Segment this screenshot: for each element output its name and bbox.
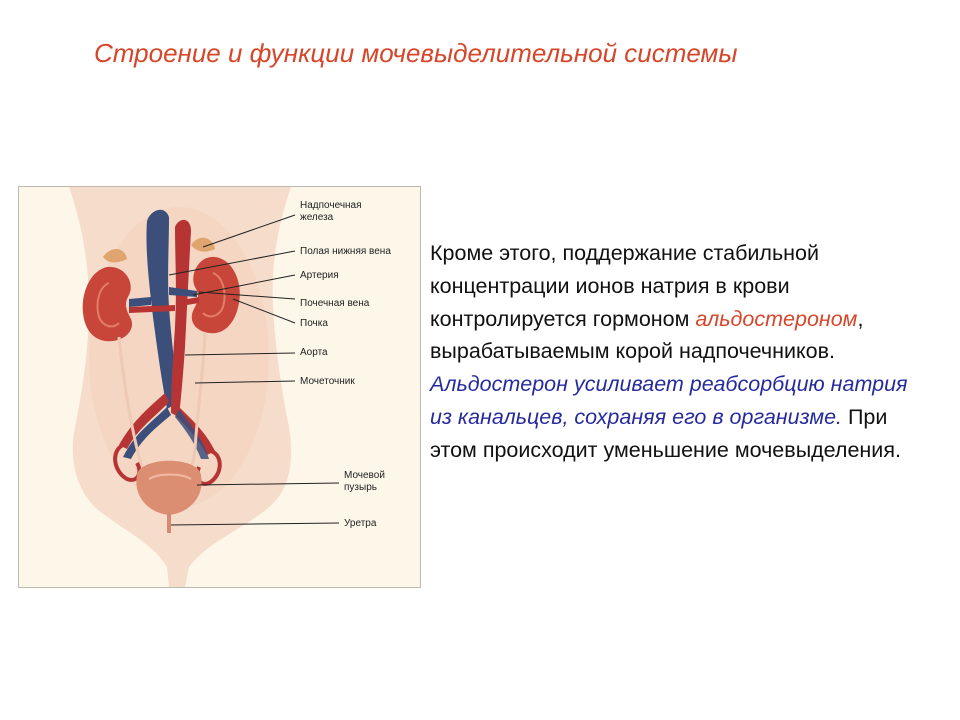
hormone-highlight: альдостероном: [695, 306, 858, 331]
label-aorta: Аорта: [300, 347, 328, 358]
effect-highlight: Альдостерон усиливает реабсорбцию натрия из канальцев, сохраняя его в организме.: [430, 372, 908, 429]
label-renal-vein: Почечная вена: [300, 298, 370, 309]
text-middle: , вырабатываемым корой надпочечников.: [430, 306, 864, 364]
urinary-system-figure: [18, 186, 421, 588]
label-kidney: Почка: [300, 318, 328, 329]
body-paragraph: [430, 237, 930, 467]
label-bladder: Мочевой пузырь: [344, 470, 385, 493]
label-adrenal-gland: Надпочечная железа: [300, 200, 362, 223]
label-inferior-vena-cava: Полая нижняя вена: [300, 246, 391, 257]
text-intro: Кроме этого, поддержание стабильной концентрации ионов натрия в крови контролируется гормоном: [430, 241, 819, 331]
label-urethra: Уретра: [344, 518, 377, 529]
text-conclusion: При этом происходит уменьшение мочевыделения.: [430, 404, 901, 462]
slide-title: Строение и функции мочевыделительной системы: [94, 38, 738, 68]
label-ureter: Мочеточник: [300, 376, 355, 387]
label-artery: Артерия: [300, 270, 339, 281]
